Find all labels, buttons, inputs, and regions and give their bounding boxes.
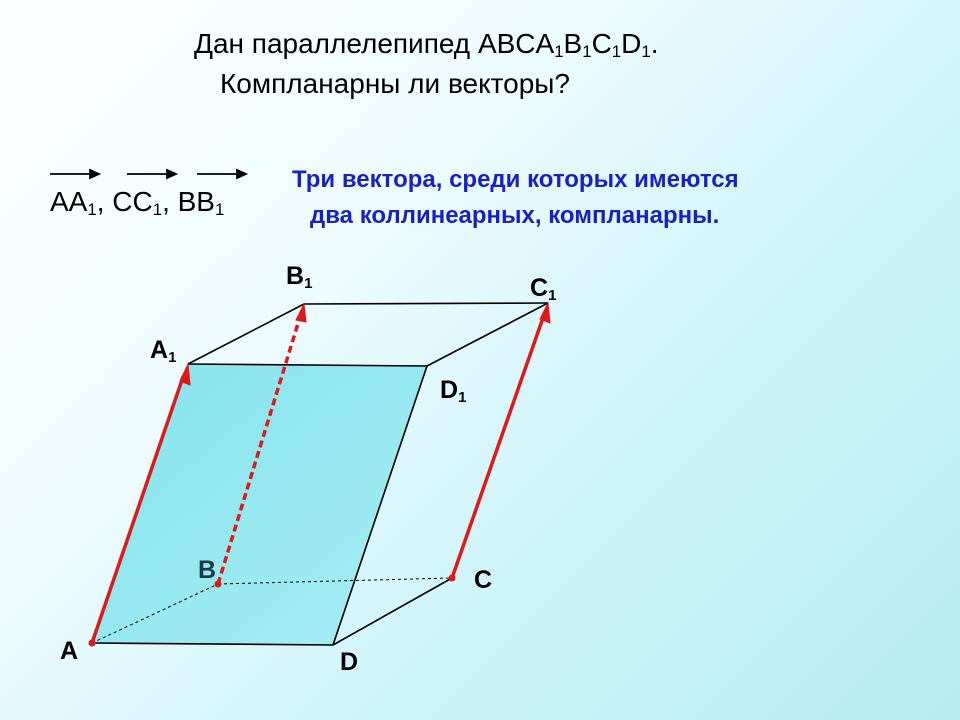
task-question: Компланарны ли векторы? xyxy=(220,68,570,99)
answer-line-1: Три вектора, среди которых имеются xyxy=(292,166,739,193)
vertex-label-B: B xyxy=(198,556,217,584)
edge-A1B1 xyxy=(188,304,304,364)
vertex-label-C: C xyxy=(474,566,493,594)
vectors-list: $AA_1$, $CC_1$, $BB_1$ xyxy=(50,186,225,220)
vertex-label-A1: $A_1$ xyxy=(150,336,177,366)
vertex-label-D1: $D_1$ xyxy=(440,376,467,406)
answer-line-2: два коллинеарных, компланарны. xyxy=(310,202,720,229)
vertex-label-A: A xyxy=(60,637,79,665)
edge-B1C1 xyxy=(304,303,548,304)
front-face xyxy=(92,364,427,645)
vertex-label-D: D xyxy=(340,648,359,676)
vertex-label-C1: $C_1$ xyxy=(530,274,557,304)
vector-CC1 xyxy=(449,303,551,582)
task-title: Дан параллелепипед $ABCA_1B_1C_1D_1$. xyxy=(194,28,659,62)
vertex-label-B1: $B_1$ xyxy=(286,262,313,292)
